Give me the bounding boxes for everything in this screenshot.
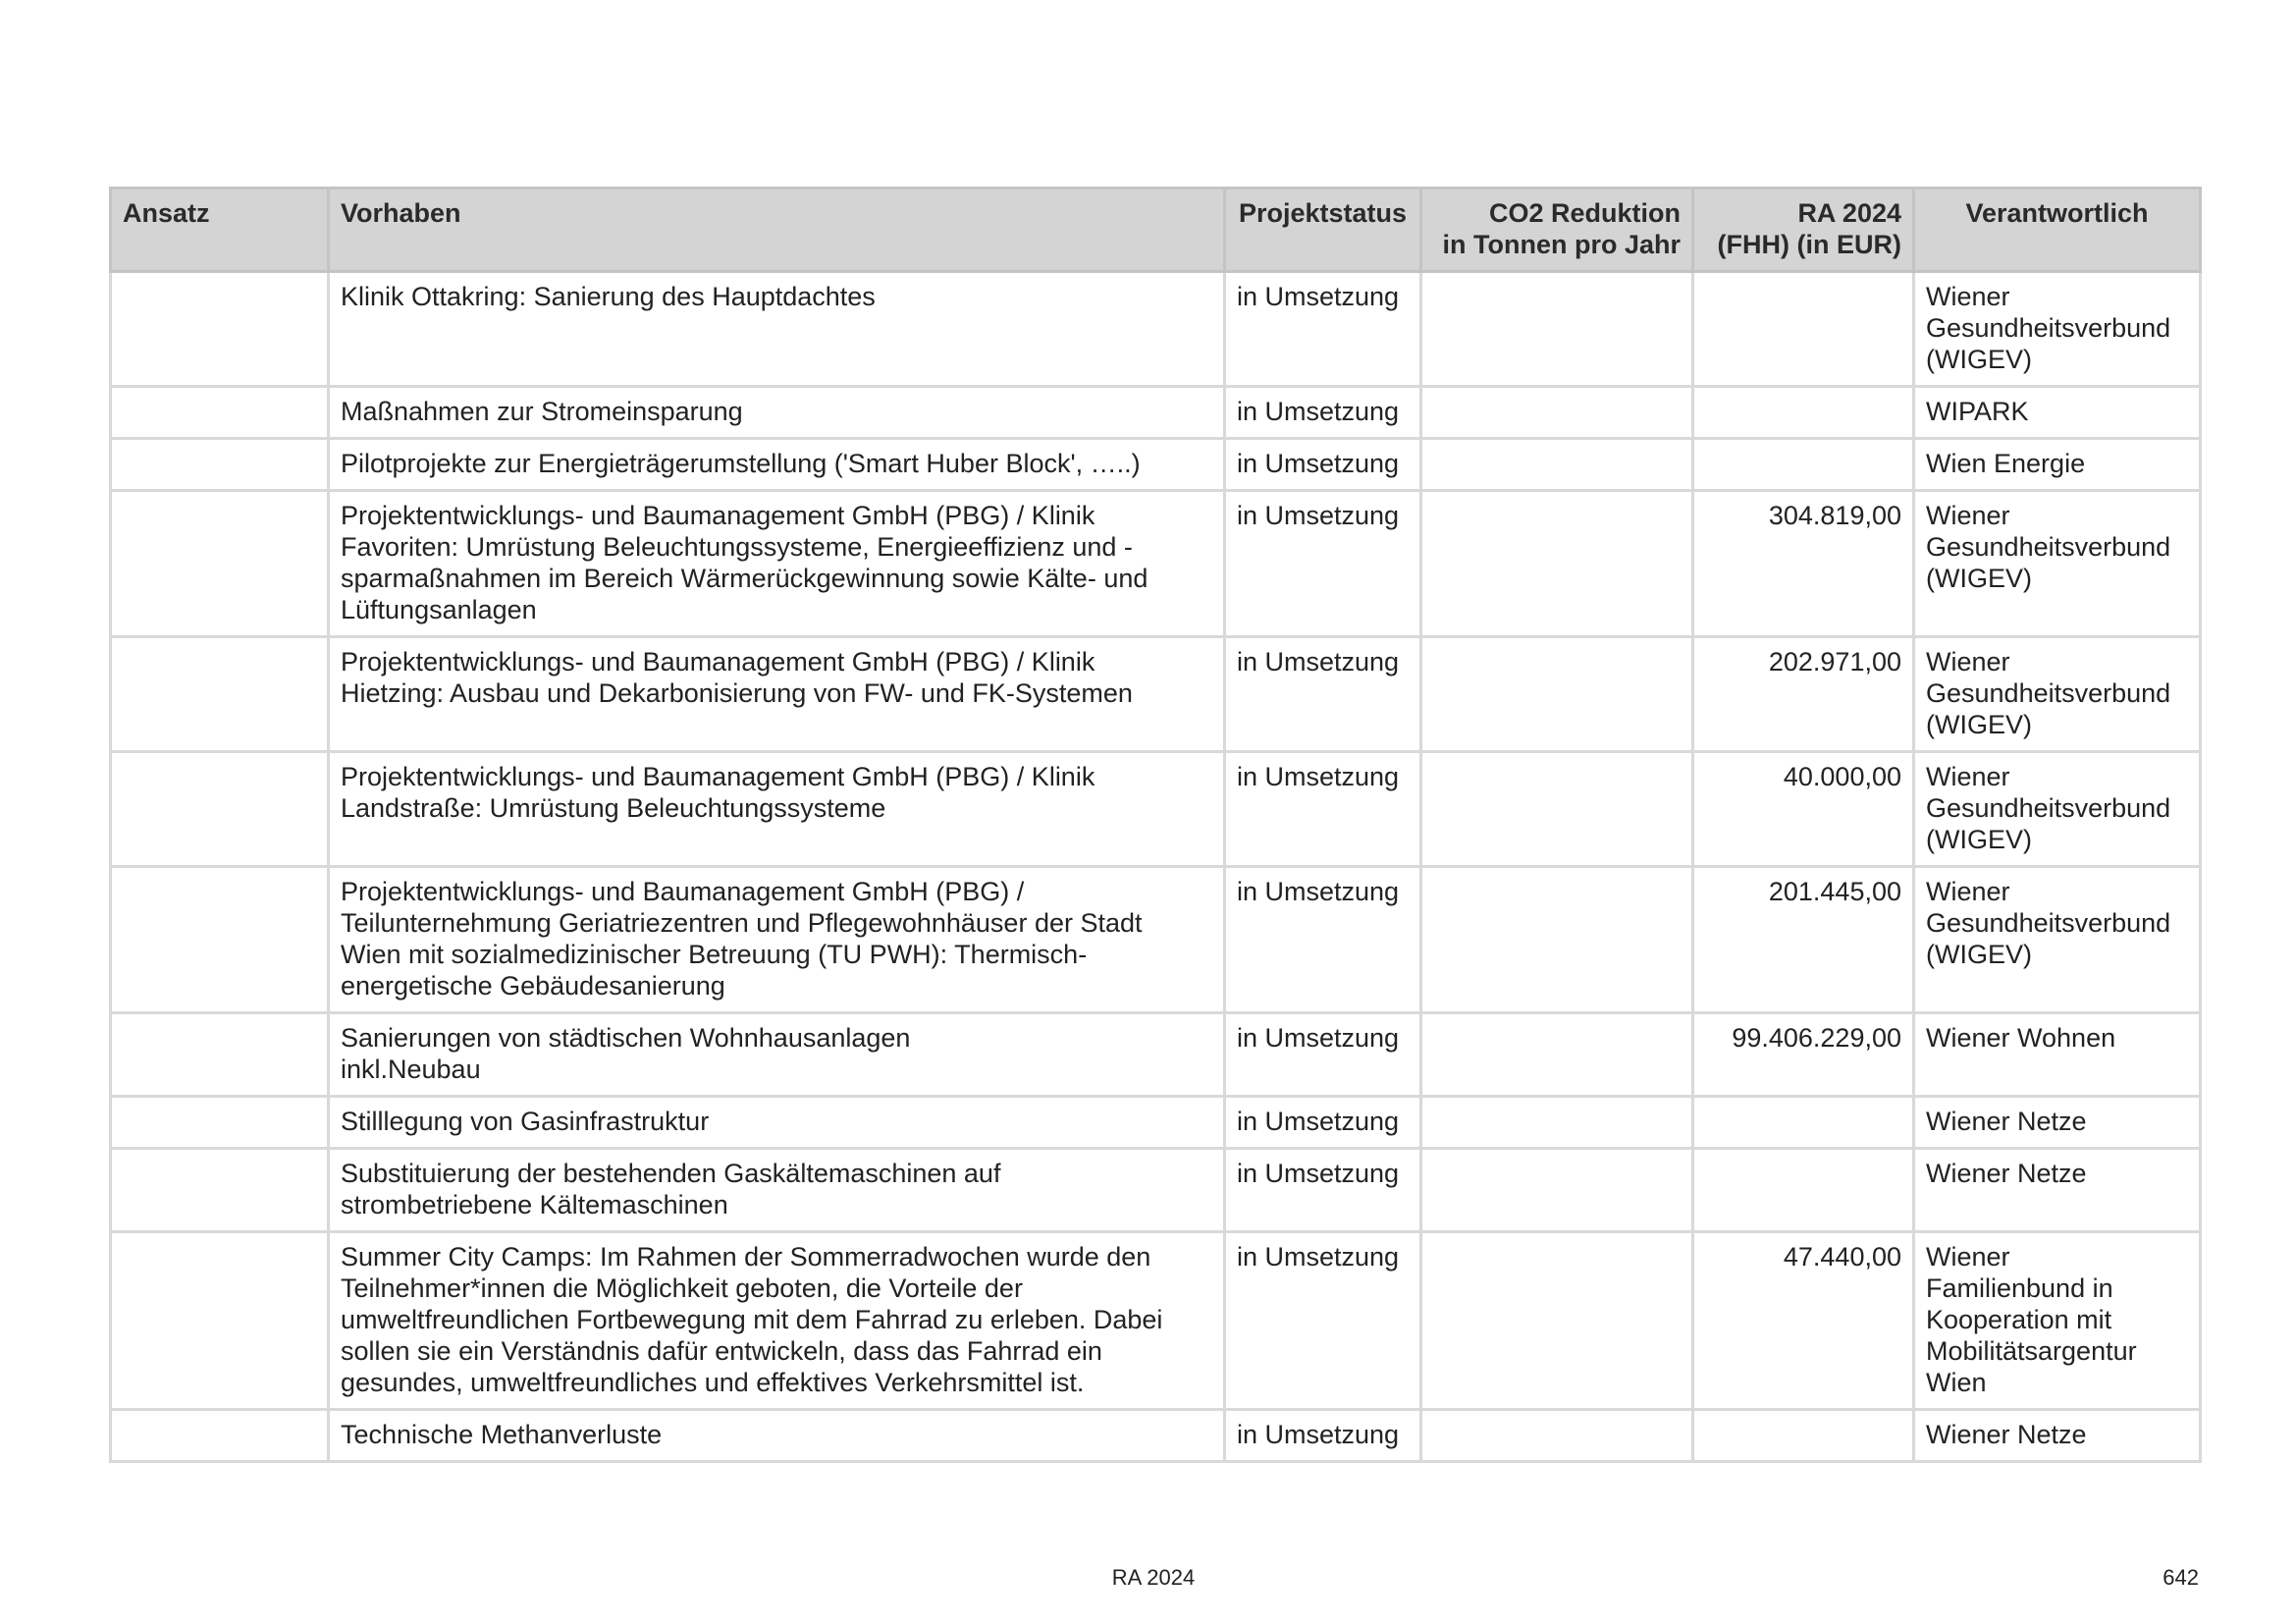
cell-projektstatus: in Umsetzung bbox=[1225, 1097, 1421, 1149]
cell-co2-reduktion bbox=[1421, 1013, 1693, 1097]
cell-ra-2024: 201.445,00 bbox=[1693, 867, 1914, 1013]
cell-ra-2024: 202.971,00 bbox=[1693, 637, 1914, 752]
cell-ansatz bbox=[111, 439, 329, 491]
cell-vorhaben: Maßnahmen zur Stromeinsparung bbox=[329, 387, 1225, 439]
cell-ansatz bbox=[111, 752, 329, 867]
cell-projektstatus: in Umsetzung bbox=[1225, 387, 1421, 439]
table-row bbox=[111, 637, 2201, 752]
header-row bbox=[111, 189, 2201, 272]
cell-ansatz bbox=[111, 1013, 329, 1097]
cell-ra-2024 bbox=[1693, 439, 1914, 491]
cell-vorhaben: Projektentwicklungs- und Baumanagement GmbH (PBG) / Klinik Hietzing: Ausbau und Dekarbonisierung von FW- und FK-Systemen bbox=[329, 637, 1225, 752]
cell-ra-2024 bbox=[1693, 1097, 1914, 1149]
header-ra-2024: RA 2024 (FHH) (in EUR) bbox=[1693, 189, 1914, 272]
cell-verantwortlich: Wiener Gesundheitsverbund (WIGEV) bbox=[1914, 752, 2201, 867]
footer-report-label: RA 2024 bbox=[1111, 1565, 1196, 1590]
cell-ansatz bbox=[111, 867, 329, 1013]
cell-ansatz bbox=[111, 1097, 329, 1149]
cell-projektstatus: in Umsetzung bbox=[1225, 439, 1421, 491]
cell-vorhaben: Technische Methanverluste bbox=[329, 1410, 1225, 1462]
table-row bbox=[111, 387, 2201, 439]
cell-projektstatus: in Umsetzung bbox=[1225, 867, 1421, 1013]
cell-projektstatus: in Umsetzung bbox=[1225, 272, 1421, 387]
table-row bbox=[111, 272, 2201, 387]
table-row bbox=[111, 1410, 2201, 1462]
cell-projektstatus: in Umsetzung bbox=[1225, 1410, 1421, 1462]
table-row bbox=[111, 1232, 2201, 1410]
cell-verantwortlich: WIPARK bbox=[1914, 387, 2201, 439]
cell-ansatz bbox=[111, 272, 329, 387]
page-number: 642 bbox=[2163, 1565, 2199, 1590]
cell-vorhaben: Projektentwicklungs- und Baumanagement GmbH (PBG) / Klinik Favoriten: Umrüstung Beleuchtungssysteme, Energieeffizienz und - sparmaßnahmen im Bereich Wärmerückgewinnung sowie Kälte- und Lüftungsanlagen bbox=[329, 491, 1225, 637]
cell-co2-reduktion bbox=[1421, 1232, 1693, 1410]
cell-co2-reduktion bbox=[1421, 752, 1693, 867]
table-header bbox=[111, 189, 2201, 272]
cell-co2-reduktion bbox=[1421, 867, 1693, 1013]
cell-ansatz bbox=[111, 1410, 329, 1462]
table-row bbox=[111, 491, 2201, 637]
cell-verantwortlich: Wiener Gesundheitsverbund (WIGEV) bbox=[1914, 637, 2201, 752]
cell-ra-2024: 99.406.229,00 bbox=[1693, 1013, 1914, 1097]
cell-vorhaben: Klinik Ottakring: Sanierung des Hauptdachtes bbox=[329, 272, 1225, 387]
table-row bbox=[111, 1149, 2201, 1232]
cell-vorhaben: Projektentwicklungs- und Baumanagement GmbH (PBG) / Teilunternehmung Geriatriezentren und Pflegewohnhäuser der Stadt Wien mit sozialmedizinischer Betreuung (TU PWH): Thermisch- energetische Gebäudesanierung bbox=[329, 867, 1225, 1013]
cell-ansatz bbox=[111, 387, 329, 439]
cell-vorhaben: Sanierungen von städtischen Wohnhausanlagen inkl.Neubau bbox=[329, 1013, 1225, 1097]
header-ansatz: Ansatz bbox=[111, 189, 329, 272]
budget-table bbox=[109, 187, 2202, 1463]
cell-verantwortlich: Wiener Gesundheitsverbund (WIGEV) bbox=[1914, 272, 2201, 387]
cell-ra-2024 bbox=[1693, 1410, 1914, 1462]
cell-ra-2024 bbox=[1693, 272, 1914, 387]
cell-projektstatus: in Umsetzung bbox=[1225, 637, 1421, 752]
cell-ra-2024: 47.440,00 bbox=[1693, 1232, 1914, 1410]
cell-co2-reduktion bbox=[1421, 1097, 1693, 1149]
cell-verantwortlich: Wiener Netze bbox=[1914, 1410, 2201, 1462]
cell-vorhaben: Summer City Camps: Im Rahmen der Sommerradwochen wurde den Teilnehmer*innen die Möglichkeit geboten, die Vorteile der umweltfreundlichen Fortbewegung mit dem Fahrrad zu erleben. Dabei sollen sie ein Verständnis dafür entwickeln, dass das Fahrrad ein gesundes, umweltfreundliches und effektives Verkehrsmittel ist. bbox=[329, 1232, 1225, 1410]
cell-ra-2024: 304.819,00 bbox=[1693, 491, 1914, 637]
table-row bbox=[111, 439, 2201, 491]
cell-co2-reduktion bbox=[1421, 491, 1693, 637]
cell-vorhaben: Substituierung der bestehenden Gaskältemaschinen auf strombetriebene Kältemaschinen bbox=[329, 1149, 1225, 1232]
cell-ra-2024 bbox=[1693, 387, 1914, 439]
cell-projektstatus: in Umsetzung bbox=[1225, 1013, 1421, 1097]
header-co2-reduktion: CO2 Reduktion in Tonnen pro Jahr bbox=[1421, 189, 1693, 272]
cell-vorhaben: Pilotprojekte zur Energieträgerumstellung ('Smart Huber Block', …..) bbox=[329, 439, 1225, 491]
cell-ansatz bbox=[111, 637, 329, 752]
table-row bbox=[111, 867, 2201, 1013]
cell-vorhaben: Projektentwicklungs- und Baumanagement GmbH (PBG) / Klinik Landstraße: Umrüstung Beleuchtungssysteme bbox=[329, 752, 1225, 867]
cell-ansatz bbox=[111, 1232, 329, 1410]
cell-projektstatus: in Umsetzung bbox=[1225, 491, 1421, 637]
table-row bbox=[111, 1013, 2201, 1097]
cell-co2-reduktion bbox=[1421, 439, 1693, 491]
cell-projektstatus: in Umsetzung bbox=[1225, 752, 1421, 867]
cell-verantwortlich: Wiener Netze bbox=[1914, 1149, 2201, 1232]
cell-co2-reduktion bbox=[1421, 1410, 1693, 1462]
table-body bbox=[111, 272, 2201, 1462]
cell-ansatz bbox=[111, 1149, 329, 1232]
table-row bbox=[111, 1097, 2201, 1149]
cell-projektstatus: in Umsetzung bbox=[1225, 1149, 1421, 1232]
header-projektstatus: Projektstatus bbox=[1225, 189, 1421, 272]
cell-ra-2024 bbox=[1693, 1149, 1914, 1232]
cell-verantwortlich: Wien Energie bbox=[1914, 439, 2201, 491]
cell-ra-2024: 40.000,00 bbox=[1693, 752, 1914, 867]
cell-co2-reduktion bbox=[1421, 387, 1693, 439]
cell-verantwortlich: Wiener Wohnen bbox=[1914, 1013, 2201, 1097]
cell-verantwortlich: Wiener Netze bbox=[1914, 1097, 2201, 1149]
cell-verantwortlich: Wiener Gesundheitsverbund (WIGEV) bbox=[1914, 491, 2201, 637]
cell-verantwortlich: Wiener Familienbund in Kooperation mit Mobilitätsargentur Wien bbox=[1914, 1232, 2201, 1410]
cell-co2-reduktion bbox=[1421, 272, 1693, 387]
cell-vorhaben: Stilllegung von Gasinfrastruktur bbox=[329, 1097, 1225, 1149]
cell-projektstatus: in Umsetzung bbox=[1225, 1232, 1421, 1410]
table-row bbox=[111, 752, 2201, 867]
cell-ansatz bbox=[111, 491, 329, 637]
cell-co2-reduktion bbox=[1421, 637, 1693, 752]
header-verantwortlich: Verantwortlich bbox=[1914, 189, 2201, 272]
cell-co2-reduktion bbox=[1421, 1149, 1693, 1232]
cell-verantwortlich: Wiener Gesundheitsverbund (WIGEV) bbox=[1914, 867, 2201, 1013]
header-vorhaben: Vorhaben bbox=[329, 189, 1225, 272]
